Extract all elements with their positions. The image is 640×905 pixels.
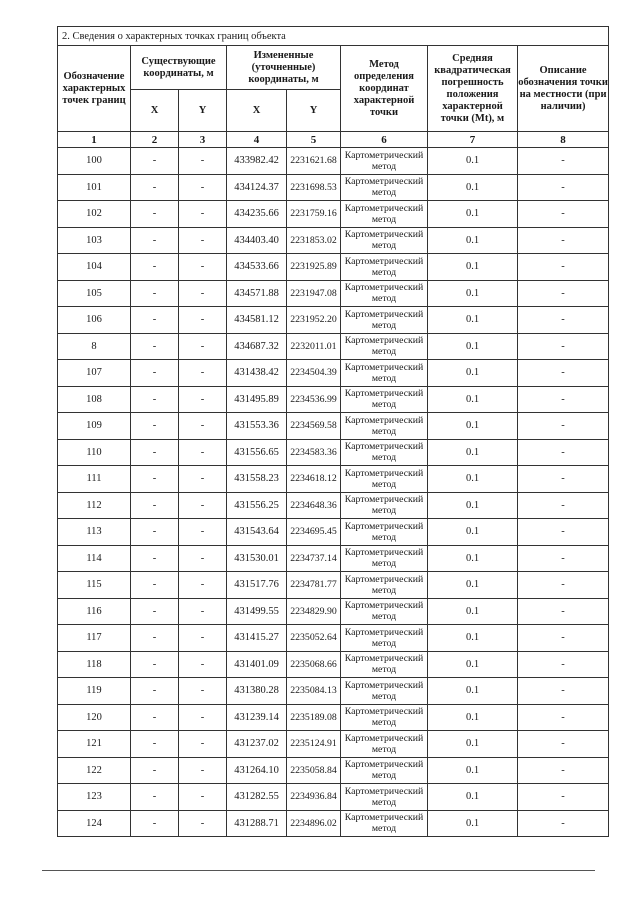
accuracy-cell: 0.1 <box>428 545 518 572</box>
accuracy-cell: 0.1 <box>428 572 518 599</box>
header-method: Метод определения координат характерной точки <box>341 46 428 132</box>
changed-x-cell: 431543.64 <box>227 519 287 546</box>
changed-x-cell: 431558.23 <box>227 466 287 493</box>
accuracy-cell: 0.1 <box>428 810 518 837</box>
table-row <box>58 572 609 599</box>
changed-y-cell: 2234583.36 <box>287 439 341 466</box>
description-cell: - <box>518 572 609 599</box>
header-existing-y: Y <box>179 90 227 132</box>
changed-x-cell: 431438.42 <box>227 360 287 387</box>
changed-x-cell: 431288.71 <box>227 810 287 837</box>
header-changed-coordinates: Измененные (уточненные) координаты, м <box>227 46 341 90</box>
point-number-cell: 105 <box>58 280 131 307</box>
existing-x-cell: - <box>131 519 179 546</box>
accuracy-cell: 0.1 <box>428 757 518 784</box>
changed-y-cell: 2234737.14 <box>287 545 341 572</box>
changed-x-cell: 434687.32 <box>227 333 287 360</box>
existing-y-cell: - <box>179 254 227 281</box>
accuracy-cell: 0.1 <box>428 731 518 758</box>
point-number-cell: 115 <box>58 572 131 599</box>
table-row <box>58 731 609 758</box>
existing-x-cell: - <box>131 598 179 625</box>
column-number: 6 <box>341 132 428 148</box>
table-row <box>58 386 609 413</box>
existing-x-cell: - <box>131 413 179 440</box>
existing-y-cell: - <box>179 731 227 758</box>
existing-y-cell: - <box>179 386 227 413</box>
method-cell: Картометрический метод <box>341 227 428 254</box>
description-cell: - <box>518 174 609 201</box>
existing-x-cell: - <box>131 810 179 837</box>
accuracy-cell: 0.1 <box>428 227 518 254</box>
changed-y-cell: 2234618.12 <box>287 466 341 493</box>
existing-x-cell: - <box>131 148 179 175</box>
changed-x-cell: 431415.27 <box>227 625 287 652</box>
changed-y-cell: 2234695.45 <box>287 519 341 546</box>
table-row <box>58 227 609 254</box>
table-row <box>58 413 609 440</box>
existing-y-cell: - <box>179 333 227 360</box>
method-cell: Картометрический метод <box>341 492 428 519</box>
changed-y-cell: 2234829.90 <box>287 598 341 625</box>
existing-y-cell: - <box>179 413 227 440</box>
header-existing-coordinates: Существующие координаты, м <box>131 46 227 90</box>
point-number-cell: 121 <box>58 731 131 758</box>
method-cell: Картометрический метод <box>341 386 428 413</box>
existing-x-cell: - <box>131 360 179 387</box>
accuracy-cell: 0.1 <box>428 466 518 493</box>
accuracy-cell: 0.1 <box>428 704 518 731</box>
description-cell: - <box>518 704 609 731</box>
accuracy-cell: 0.1 <box>428 174 518 201</box>
changed-y-cell: 2235189.08 <box>287 704 341 731</box>
existing-x-cell: - <box>131 307 179 334</box>
header-changed-x: X <box>227 90 287 132</box>
existing-x-cell: - <box>131 386 179 413</box>
table-row <box>58 466 609 493</box>
point-number-cell: 104 <box>58 254 131 281</box>
changed-y-cell: 2235124.91 <box>287 731 341 758</box>
table-row <box>58 280 609 307</box>
method-cell: Картометрический метод <box>341 545 428 572</box>
accuracy-cell: 0.1 <box>428 519 518 546</box>
existing-y-cell: - <box>179 651 227 678</box>
existing-y-cell: - <box>179 572 227 599</box>
changed-x-cell: 434533.66 <box>227 254 287 281</box>
method-cell: Картометрический метод <box>341 307 428 334</box>
column-number: 7 <box>428 132 518 148</box>
changed-x-cell: 431517.76 <box>227 572 287 599</box>
description-cell: - <box>518 333 609 360</box>
changed-x-cell: 434581.12 <box>227 307 287 334</box>
existing-y-cell: - <box>179 545 227 572</box>
document-sheet <box>57 26 608 837</box>
table-row <box>58 333 609 360</box>
column-numbers-row <box>58 132 609 148</box>
point-number-cell: 120 <box>58 704 131 731</box>
point-number-cell: 100 <box>58 148 131 175</box>
method-cell: Картометрический метод <box>341 413 428 440</box>
point-number-cell: 122 <box>58 757 131 784</box>
existing-x-cell: - <box>131 280 179 307</box>
method-cell: Картометрический метод <box>341 201 428 228</box>
header-changed-y: Y <box>287 90 341 132</box>
description-cell: - <box>518 757 609 784</box>
changed-x-cell: 434403.40 <box>227 227 287 254</box>
accuracy-cell: 0.1 <box>428 201 518 228</box>
section-title: 2. Сведения о характерных точках границ объекта <box>58 27 609 46</box>
changed-x-cell: 434124.37 <box>227 174 287 201</box>
existing-y-cell: - <box>179 492 227 519</box>
point-number-cell: 113 <box>58 519 131 546</box>
table-body <box>58 148 609 837</box>
table-row <box>58 148 609 175</box>
description-cell: - <box>518 386 609 413</box>
table-row <box>58 678 609 705</box>
description-cell: - <box>518 598 609 625</box>
method-cell: Картометрический метод <box>341 704 428 731</box>
point-number-cell: 106 <box>58 307 131 334</box>
existing-x-cell: - <box>131 492 179 519</box>
table-row <box>58 201 609 228</box>
table-row <box>58 757 609 784</box>
table-row <box>58 439 609 466</box>
existing-y-cell: - <box>179 201 227 228</box>
boundary-points-table <box>57 26 609 837</box>
table-row <box>58 360 609 387</box>
table-row <box>58 598 609 625</box>
point-number-cell: 117 <box>58 625 131 652</box>
existing-y-cell: - <box>179 466 227 493</box>
method-cell: Картометрический метод <box>341 784 428 811</box>
table-row <box>58 519 609 546</box>
existing-y-cell: - <box>179 704 227 731</box>
changed-y-cell: 2234569.58 <box>287 413 341 440</box>
existing-y-cell: - <box>179 307 227 334</box>
changed-y-cell: 2231621.68 <box>287 148 341 175</box>
description-cell: - <box>518 307 609 334</box>
changed-y-cell: 2231759.16 <box>287 201 341 228</box>
changed-y-cell: 2231952.20 <box>287 307 341 334</box>
description-cell: - <box>518 810 609 837</box>
accuracy-cell: 0.1 <box>428 307 518 334</box>
description-cell: - <box>518 519 609 546</box>
point-number-cell: 111 <box>58 466 131 493</box>
existing-y-cell: - <box>179 598 227 625</box>
point-number-cell: 8 <box>58 333 131 360</box>
accuracy-cell: 0.1 <box>428 333 518 360</box>
point-number-cell: 123 <box>58 784 131 811</box>
changed-y-cell: 2234536.99 <box>287 386 341 413</box>
accuracy-cell: 0.1 <box>428 254 518 281</box>
method-cell: Картометрический метод <box>341 731 428 758</box>
existing-x-cell: - <box>131 466 179 493</box>
table-row <box>58 307 609 334</box>
column-number: 2 <box>131 132 179 148</box>
description-cell: - <box>518 148 609 175</box>
column-number: 5 <box>287 132 341 148</box>
description-cell: - <box>518 625 609 652</box>
changed-y-cell: 2235068.66 <box>287 651 341 678</box>
changed-x-cell: 433982.42 <box>227 148 287 175</box>
changed-y-cell: 2231853.02 <box>287 227 341 254</box>
footer-divider <box>42 870 595 871</box>
column-number: 4 <box>227 132 287 148</box>
method-cell: Картометрический метод <box>341 333 428 360</box>
existing-x-cell: - <box>131 678 179 705</box>
point-number-cell: 101 <box>58 174 131 201</box>
existing-y-cell: - <box>179 678 227 705</box>
description-cell: - <box>518 492 609 519</box>
existing-x-cell: - <box>131 439 179 466</box>
method-cell: Картометрический метод <box>341 810 428 837</box>
header-existing-x: X <box>131 90 179 132</box>
changed-y-cell: 2234781.77 <box>287 572 341 599</box>
existing-y-cell: - <box>179 174 227 201</box>
point-number-cell: 107 <box>58 360 131 387</box>
existing-x-cell: - <box>131 174 179 201</box>
existing-y-cell: - <box>179 757 227 784</box>
accuracy-cell: 0.1 <box>428 598 518 625</box>
accuracy-cell: 0.1 <box>428 678 518 705</box>
changed-y-cell: 2234648.36 <box>287 492 341 519</box>
changed-y-cell: 2235084.13 <box>287 678 341 705</box>
existing-y-cell: - <box>179 227 227 254</box>
method-cell: Картометрический метод <box>341 280 428 307</box>
description-cell: - <box>518 413 609 440</box>
description-cell: - <box>518 280 609 307</box>
existing-x-cell: - <box>131 704 179 731</box>
point-number-cell: 108 <box>58 386 131 413</box>
changed-x-cell: 434571.88 <box>227 280 287 307</box>
changed-y-cell: 2232011.01 <box>287 333 341 360</box>
changed-x-cell: 431556.65 <box>227 439 287 466</box>
method-cell: Картометрический метод <box>341 625 428 652</box>
method-cell: Картометрический метод <box>341 757 428 784</box>
table-row <box>58 625 609 652</box>
description-cell: - <box>518 439 609 466</box>
description-cell: - <box>518 545 609 572</box>
header-designation: Обозначение характерных точек границ <box>58 46 131 132</box>
existing-x-cell: - <box>131 227 179 254</box>
existing-x-cell: - <box>131 254 179 281</box>
description-cell: - <box>518 360 609 387</box>
column-number: 3 <box>179 132 227 148</box>
changed-y-cell: 2231698.53 <box>287 174 341 201</box>
changed-x-cell: 431239.14 <box>227 704 287 731</box>
description-cell: - <box>518 731 609 758</box>
point-number-cell: 112 <box>58 492 131 519</box>
table-row <box>58 254 609 281</box>
header-accuracy: Средняя квадратическая погрешность положения характерной точки (Mt), м <box>428 46 518 132</box>
table-row <box>58 704 609 731</box>
changed-x-cell: 431556.25 <box>227 492 287 519</box>
existing-x-cell: - <box>131 572 179 599</box>
existing-x-cell: - <box>131 757 179 784</box>
accuracy-cell: 0.1 <box>428 439 518 466</box>
changed-x-cell: 431282.55 <box>227 784 287 811</box>
point-number-cell: 116 <box>58 598 131 625</box>
description-cell: - <box>518 678 609 705</box>
changed-x-cell: 431380.28 <box>227 678 287 705</box>
column-number: 1 <box>58 132 131 148</box>
changed-x-cell: 431530.01 <box>227 545 287 572</box>
changed-y-cell: 2234896.02 <box>287 810 341 837</box>
changed-x-cell: 431264.10 <box>227 757 287 784</box>
changed-y-cell: 2235058.84 <box>287 757 341 784</box>
method-cell: Картометрический метод <box>341 651 428 678</box>
description-cell: - <box>518 227 609 254</box>
existing-x-cell: - <box>131 545 179 572</box>
existing-y-cell: - <box>179 360 227 387</box>
accuracy-cell: 0.1 <box>428 625 518 652</box>
table-row <box>58 492 609 519</box>
changed-y-cell: 2231947.08 <box>287 280 341 307</box>
accuracy-cell: 0.1 <box>428 386 518 413</box>
existing-x-cell: - <box>131 731 179 758</box>
column-number: 8 <box>518 132 609 148</box>
existing-y-cell: - <box>179 148 227 175</box>
accuracy-cell: 0.1 <box>428 148 518 175</box>
point-number-cell: 119 <box>58 678 131 705</box>
point-number-cell: 114 <box>58 545 131 572</box>
changed-x-cell: 434235.66 <box>227 201 287 228</box>
header-description: Описание обозначения точки на местности (при наличии) <box>518 46 609 132</box>
description-cell: - <box>518 466 609 493</box>
existing-x-cell: - <box>131 201 179 228</box>
method-cell: Картометрический метод <box>341 466 428 493</box>
accuracy-cell: 0.1 <box>428 492 518 519</box>
description-cell: - <box>518 201 609 228</box>
changed-y-cell: 2234504.39 <box>287 360 341 387</box>
accuracy-cell: 0.1 <box>428 360 518 387</box>
point-number-cell: 124 <box>58 810 131 837</box>
existing-x-cell: - <box>131 625 179 652</box>
existing-y-cell: - <box>179 439 227 466</box>
existing-x-cell: - <box>131 784 179 811</box>
existing-y-cell: - <box>179 784 227 811</box>
method-cell: Картометрический метод <box>341 572 428 599</box>
method-cell: Картометрический метод <box>341 254 428 281</box>
description-cell: - <box>518 651 609 678</box>
accuracy-cell: 0.1 <box>428 784 518 811</box>
existing-x-cell: - <box>131 651 179 678</box>
changed-x-cell: 431499.55 <box>227 598 287 625</box>
method-cell: Картометрический метод <box>341 439 428 466</box>
existing-y-cell: - <box>179 519 227 546</box>
accuracy-cell: 0.1 <box>428 280 518 307</box>
description-cell: - <box>518 254 609 281</box>
point-number-cell: 102 <box>58 201 131 228</box>
method-cell: Картометрический метод <box>341 598 428 625</box>
changed-x-cell: 431553.36 <box>227 413 287 440</box>
description-cell: - <box>518 784 609 811</box>
changed-y-cell: 2234936.84 <box>287 784 341 811</box>
table-row <box>58 810 609 837</box>
existing-x-cell: - <box>131 333 179 360</box>
table-row <box>58 545 609 572</box>
accuracy-cell: 0.1 <box>428 651 518 678</box>
changed-x-cell: 431495.89 <box>227 386 287 413</box>
changed-x-cell: 431237.02 <box>227 731 287 758</box>
existing-y-cell: - <box>179 280 227 307</box>
point-number-cell: 103 <box>58 227 131 254</box>
changed-y-cell: 2231925.89 <box>287 254 341 281</box>
changed-y-cell: 2235052.64 <box>287 625 341 652</box>
table-row <box>58 651 609 678</box>
existing-y-cell: - <box>179 810 227 837</box>
method-cell: Картометрический метод <box>341 360 428 387</box>
existing-y-cell: - <box>179 625 227 652</box>
table-row <box>58 784 609 811</box>
point-number-cell: 110 <box>58 439 131 466</box>
method-cell: Картометрический метод <box>341 519 428 546</box>
method-cell: Картометрический метод <box>341 174 428 201</box>
method-cell: Картометрический метод <box>341 678 428 705</box>
accuracy-cell: 0.1 <box>428 413 518 440</box>
method-cell: Картометрический метод <box>341 148 428 175</box>
changed-x-cell: 431401.09 <box>227 651 287 678</box>
point-number-cell: 118 <box>58 651 131 678</box>
point-number-cell: 109 <box>58 413 131 440</box>
table-row <box>58 174 609 201</box>
